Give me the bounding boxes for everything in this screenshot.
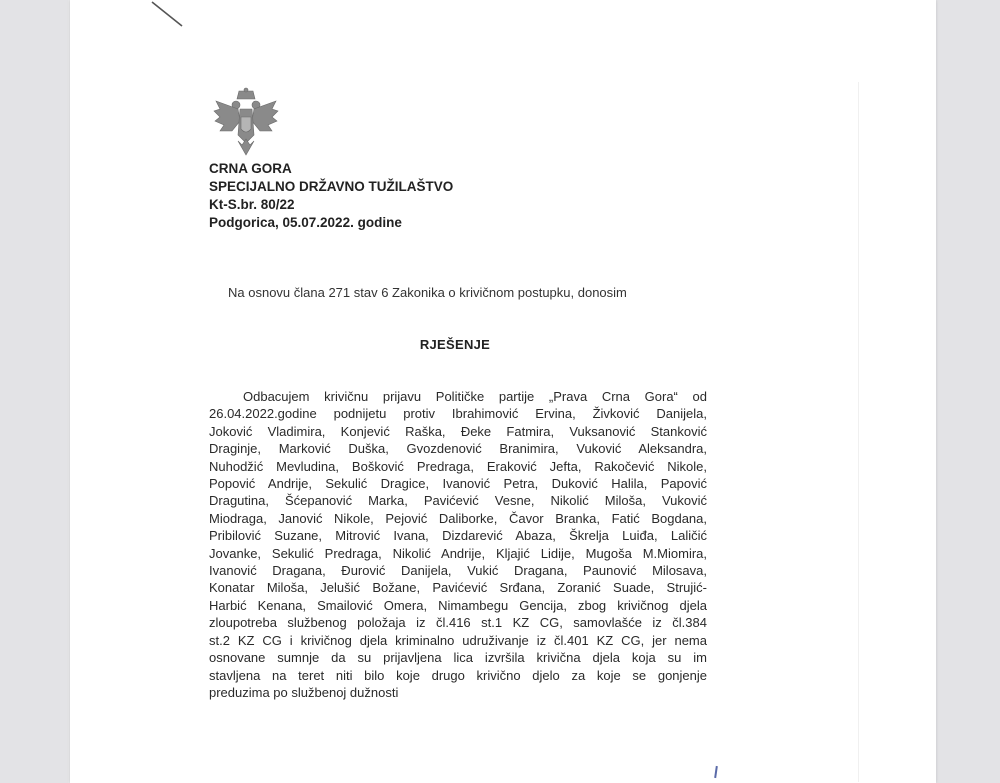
body-line: Miodraga, Janović Nikole, Pejović Daliborke, Čavor Branka, Fatić Bogdana, [209, 510, 707, 526]
body-line: Odbacujem krivičnu prijavu Političke partije „Prava Crna Gora“ od [243, 389, 707, 404]
header-institution: SPECIJALNO DRŽAVNO TUŽILAŠTVO [209, 179, 454, 194]
document-title: RJEŠENJE [419, 337, 491, 352]
body-line: 26.04.2022.godine podnijetu protiv Ibrahimović Ervina, Živković Danijela, [209, 406, 707, 422]
body-line: Draginje, Marković Duška, Gvozdenović Branimira, Vuković Aleksandra, [209, 441, 707, 457]
body-line: Ivanović Dragana, Đurović Danijela, Vukić Dragana, Paunović Milosava, [209, 563, 707, 579]
body-line: Joković Vladimira, Konjević Raška, Đeke Fatmira, Vuksanović Stanković [209, 423, 707, 439]
body-line: stavljena na teret niti bilo koje drugo krivično djelo za koje se gonjenje [209, 667, 707, 683]
header-country: CRNA GORA [209, 161, 292, 176]
body-line: Nuhodžić Mevludina, Bošković Predraga, Eraković Jefta, Rakočević Nikole, [209, 458, 707, 474]
body-line: Konatar Miloša, Jelušić Božane, Pavićević Srđana, Zoranić Suade, Strujić- [209, 580, 707, 596]
body-line: Harbić Kenana, Smailović Omera, Nimambegu Gencija, zbog krivičnog djela [209, 597, 707, 613]
document-header [209, 160, 453, 232]
header-case-number: Kt-S.br. 80/22 [209, 197, 295, 212]
right-margin-area [936, 0, 1000, 783]
body-line: preduzima po službenoj dužnosti [209, 684, 399, 700]
header-place-date: Podgorica, 05.07.2022. godine [209, 215, 402, 230]
body-line: Dragutina, Šćepanović Marka, Pavićević Vesne, Nikolić Miloša, Vuković [209, 493, 707, 509]
decision-body [209, 388, 707, 701]
coat-of-arms-icon [212, 87, 280, 159]
body-line: st.2 KZ CG i krivičnog djela kriminalno udruživanje iz čl.401 KZ CG, jer nema [209, 632, 707, 648]
body-line: Popović Andrije, Sekulić Dragice, Ivanović Petra, Duković Halila, Papović [209, 476, 707, 492]
body-line: zloupotreba službenog položaja iz čl.416 st.1 KZ CG, samovlašće iz čl.384 [209, 615, 707, 631]
intro-sentence: Na osnovu člana 271 stav 6 Zakonika o krivičnom postupku, donosim [228, 285, 627, 300]
pen-stroke-icon [148, 0, 188, 30]
body-line: Pribilović Suzane, Mitrović Ivana, Dizdarević Abaza, Škrelja Luiđa, Laličić [209, 528, 707, 544]
body-line: osnovane sumnje da su prijavljena lica izvršila krivična djela koja su im [209, 650, 707, 666]
body-line: Jovanke, Sekulić Predraga, Nikolić Andrije, Kljajić Lidije, Mugoša M.Miomira, [209, 545, 707, 561]
left-margin-area [0, 0, 68, 783]
